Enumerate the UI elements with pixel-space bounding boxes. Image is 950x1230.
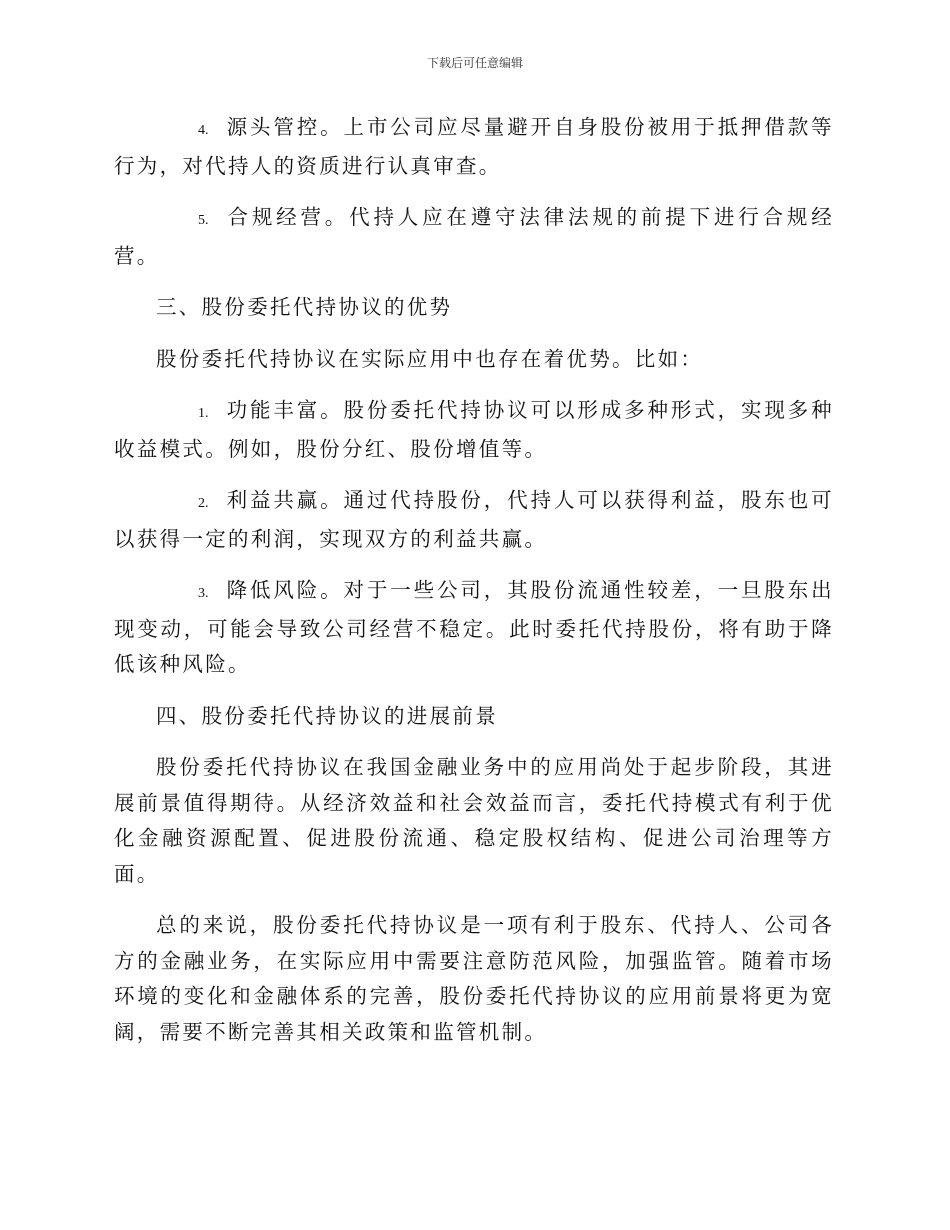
section-intro: 股份委托代持协议在实际应用中也存在着优势。比如： [156,346,704,371]
item-number: 2. [198,496,209,511]
conclusion-paragraph: 总的来说，股份委托代持协议是一项有利于股东、代持人、公司各方的金融业务，在实际应用中需要注意防范风险，加强监管。随着市场环境的变化和金融体系的完善，股份委托代持协议的应用前景将更为宽阔，需要不断完善其相关政策和监管机制。 [114,913,834,1044]
section-body: 股份委托代持协议在我国金融业务中的应用尚处于起步阶段，其进展前景值得期待。从经济效益和社会效益而言，委托代持模式有利于优化金融资源配置、促进股份流通、稳定股权结构、促进公司治理等方面。 [114,755,834,886]
item-text: 利益共赢。通过代持股份，代持人可以获得利益，股东也可以获得一定的利润，实现双方的利益共赢。 [114,488,834,551]
advantage-item-2 [114,483,834,557]
item-number: 4. [198,123,209,138]
section-heading-4: 四、股份委托代持协议的进展前景 [156,703,498,728]
item-number: 1. [198,406,209,421]
item-text: 功能丰富。股份委托代持协议可以形成多种形式，实现多种收益模式。例如，股份分红、股份增值等。 [114,398,834,461]
advantage-item-1 [114,393,834,467]
list-item-5 [114,200,834,274]
advantage-item-3 [114,573,834,683]
section-heading-3: 三、股份委托代持协议的优势 [156,295,453,319]
item-text: 合规经营。代持人应在遵守法律法规的前提下进行合规经营。 [114,205,834,268]
item-number: 3. [198,586,209,601]
item-number: 5. [198,213,209,228]
list-item-4 [114,110,834,184]
item-text: 源头管控。上市公司应尽量避开自身股份被用于抵押借款等行为，对代持人的资质进行认真审查。 [114,115,834,178]
item-text: 降低风险。对于一些公司，其股份流通性较差，一旦股东出现变动，可能会导致公司经营不稳定。此时委托代持股份，将有助于降低该种风险。 [114,578,834,676]
document-body [114,110,834,1050]
page-header: 下载后可任意编辑 [426,56,523,70]
